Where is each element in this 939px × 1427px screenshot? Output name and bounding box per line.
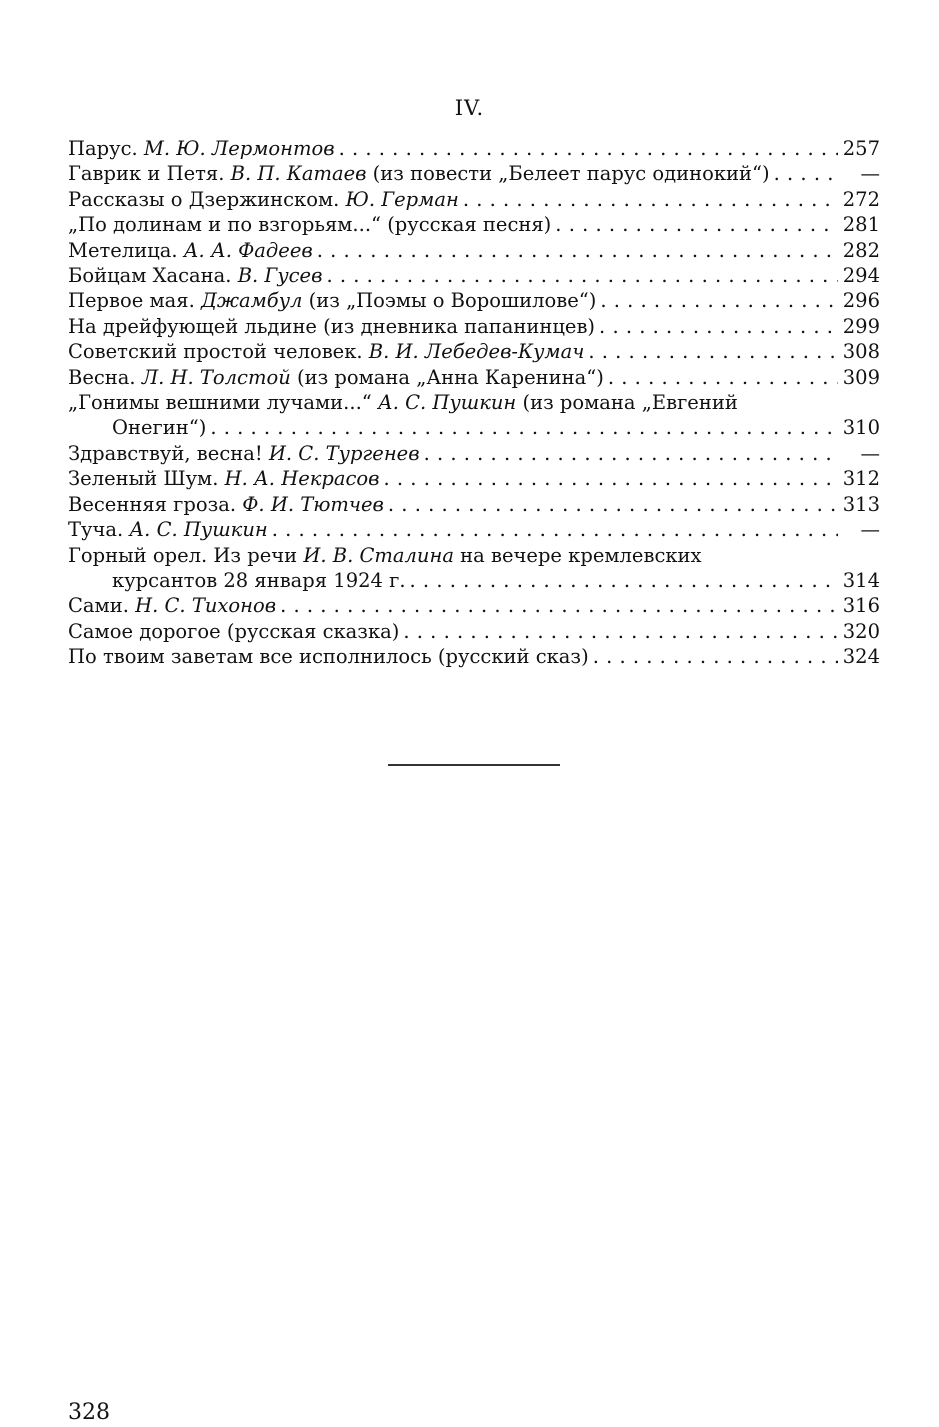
- entry-text: [68, 441, 420, 466]
- dot-leader: [555, 212, 838, 237]
- dot-leader: [326, 263, 838, 288]
- entry-title-text: Советский простой человек.: [68, 340, 369, 364]
- entry-title-text: Здравствуй, весна!: [68, 441, 269, 465]
- entry-page-number: —: [860, 162, 880, 186]
- toc-entry[interactable]: [68, 492, 880, 517]
- toc-entry[interactable]: [68, 288, 880, 313]
- entry-text: [68, 263, 322, 288]
- entry-title-text: Горный орел. Из речи: [68, 543, 304, 567]
- entry-page-number: 324: [842, 645, 880, 669]
- entry-author: Ф. И. Тютчев: [242, 492, 384, 516]
- entry-title-text: „По долинам и по взгорьям...“ (русская песня): [68, 213, 552, 237]
- toc-entry[interactable]: [68, 263, 880, 288]
- entry-text: [68, 212, 551, 237]
- entry-title-text: Рассказы о Дзержинском.: [68, 187, 346, 211]
- entry-page-number: 296: [842, 289, 880, 313]
- toc-entry[interactable]: [68, 187, 880, 212]
- entry-title-text: курсантов 28 января 1924 г.: [112, 568, 406, 592]
- entry-text: [68, 339, 584, 364]
- entry-author: А. С. Пушкин: [377, 391, 517, 415]
- section-title: IV.: [454, 96, 485, 120]
- entry-title-text: По твоим заветам все исполнилось (русский сказ): [68, 645, 589, 669]
- dot-leader: [403, 619, 838, 644]
- page-number: 328: [68, 1400, 110, 1425]
- table-of-contents: [68, 136, 880, 670]
- dot-leader: [424, 441, 838, 466]
- dot-leader: [410, 568, 838, 593]
- entry-page-number: 282: [842, 238, 880, 262]
- dot-leader: [272, 517, 838, 542]
- dot-leader: [600, 288, 838, 313]
- dot-leader: [210, 415, 838, 440]
- entry-page-number: —: [860, 518, 880, 542]
- entry-title-text: Туча.: [68, 518, 130, 542]
- entry-text: [68, 161, 770, 186]
- entry-author: Н. А. Некрасов: [224, 467, 380, 491]
- entry-title-text: Самое дорогое (русская сказка): [68, 619, 400, 643]
- entry-title-text: „Гонимы вешними лучами...“: [68, 391, 378, 415]
- entry-page-number: 299: [842, 314, 880, 338]
- dot-leader: [463, 187, 838, 212]
- toc-entry[interactable]: [68, 644, 880, 669]
- entry-title-text: Первое мая.: [68, 289, 201, 313]
- dot-leader: [588, 339, 838, 364]
- entry-title-text: (из „Поэмы о Ворошилове“): [302, 289, 597, 313]
- entry-title-text: Парус.: [68, 137, 144, 160]
- entry-author: В. П. Катаев: [230, 162, 367, 186]
- entry-text: [68, 238, 313, 263]
- dot-leader: [774, 161, 838, 186]
- toc-entry[interactable]: [68, 466, 880, 491]
- entry-author: Л. Н. Толстой: [141, 365, 291, 389]
- toc-entry[interactable]: [68, 415, 880, 440]
- toc-entry[interactable]: [68, 517, 880, 542]
- toc-entry[interactable]: [68, 161, 880, 186]
- toc-entry[interactable]: [68, 212, 880, 237]
- entry-page-number: 308: [842, 340, 880, 364]
- entry-text: [68, 187, 459, 212]
- entry-text: [68, 593, 276, 618]
- toc-entry[interactable]: [68, 568, 880, 593]
- entry-text: [68, 517, 268, 542]
- divider-rule: [388, 764, 560, 766]
- dot-leader: [339, 136, 838, 161]
- entry-page-number: 320: [842, 619, 880, 643]
- entry-title-text: Весенняя гроза.: [68, 492, 243, 516]
- entry-title-text: Сами.: [68, 594, 136, 618]
- entry-author: В. И. Лебедев-Кумач: [368, 340, 585, 364]
- entry-title-text: (из повести „Белеет парус одинокий“): [366, 162, 770, 186]
- entry-page-number: 257: [842, 137, 880, 160]
- entry-title-text: Гаврик и Петя.: [68, 162, 231, 186]
- toc-entry[interactable]: [68, 136, 880, 161]
- entry-title-text: Онегин“): [112, 416, 207, 440]
- entry-author: М. Ю. Лермонтов: [143, 137, 335, 160]
- entry-text: [68, 492, 384, 517]
- toc-entry[interactable]: [68, 441, 880, 466]
- entry-page-number: 309: [842, 365, 880, 389]
- entry-text: [68, 466, 380, 491]
- entry-text: [68, 365, 604, 390]
- entry-text: [68, 619, 399, 644]
- toc-entry[interactable]: [68, 238, 880, 263]
- dot-leader: [608, 365, 838, 390]
- dot-leader: [599, 314, 838, 339]
- toc-entry[interactable]: [68, 339, 880, 364]
- entry-page-number: 294: [842, 264, 880, 288]
- dot-leader: [280, 593, 838, 618]
- dot-leader: [593, 644, 838, 669]
- entry-title-text: Весна.: [68, 365, 142, 389]
- entry-text: [68, 314, 595, 339]
- toc-entry[interactable]: [68, 543, 880, 568]
- entry-title-text: на вечере кремлевских: [453, 543, 702, 567]
- dot-leader: [384, 466, 838, 491]
- entry-author: Ю. Герман: [345, 187, 459, 211]
- entry-author: Джамбул: [200, 289, 303, 313]
- entry-page-number: 310: [842, 416, 880, 440]
- entry-page-number: 272: [842, 187, 880, 211]
- entry-page-number: 313: [842, 492, 880, 516]
- entry-text: [68, 288, 596, 313]
- entry-author: В. Гусев: [237, 264, 323, 288]
- entry-page-number: 281: [842, 213, 880, 237]
- entry-text: [68, 644, 589, 669]
- entry-title-text: Метелица.: [68, 238, 184, 262]
- entry-page-number: 316: [842, 594, 880, 618]
- entry-page-number: 314: [842, 568, 880, 592]
- toc-entry[interactable]: [68, 314, 880, 339]
- entry-title-text: Бойцам Хасана.: [68, 264, 238, 288]
- dot-leader: [388, 492, 838, 517]
- entry-title-text: (из романа „Евгений: [516, 391, 738, 415]
- entry-author: И. С. Тургенев: [268, 441, 420, 465]
- entry-text: [68, 136, 335, 161]
- entry-page-number: —: [860, 441, 880, 465]
- entry-page-number: 312: [842, 467, 880, 491]
- entry-author: И. В. Сталина: [303, 543, 454, 567]
- toc-entry[interactable]: [68, 365, 880, 390]
- toc-entry[interactable]: [68, 619, 880, 644]
- entry-author: А. А. Фадеев: [183, 238, 313, 262]
- entry-author: А. С. Пушкин: [129, 518, 268, 542]
- entry-text: [112, 568, 406, 593]
- entry-title-text: (из романа „Анна Каренина“): [290, 365, 604, 389]
- toc-entry[interactable]: [68, 390, 880, 415]
- entry-text: [112, 415, 206, 440]
- entry-title-text: Зеленый Шум.: [68, 467, 225, 491]
- toc-entry[interactable]: [68, 593, 880, 618]
- entry-title-text: На дрейфующей льдине (из дневника папанинцев): [68, 314, 596, 338]
- dot-leader: [317, 238, 838, 263]
- entry-author: Н. С. Тихонов: [135, 594, 277, 618]
